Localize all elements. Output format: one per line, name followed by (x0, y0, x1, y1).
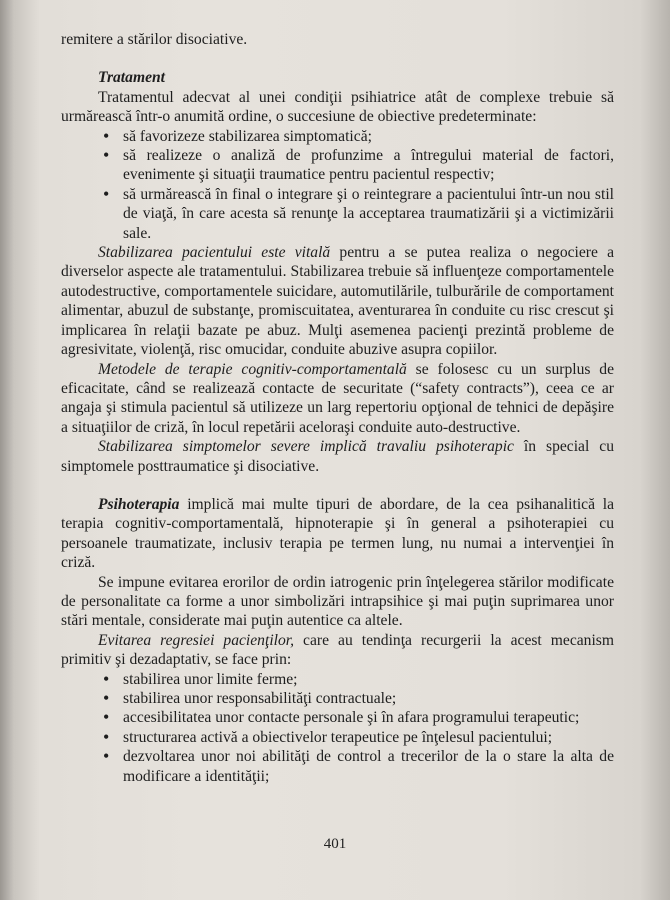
list-item: • să urmărească în final o integrare şi o reintegrare a pacientului într-un nou stil de viaţă, în care acesta să renunţe la acceptarea traumatizării şi a victimizării sale. (61, 185, 614, 243)
metode-paragraph (61, 360, 614, 438)
list-item: • stabilirea unor responsabilităţi contractuale; (61, 689, 614, 708)
simptome-emphasis: Stabilizarea simptomelor severe implică travaliu psihoterapic (98, 438, 514, 456)
list-item: • să favorizeze stabilizarea simptomatică; (61, 127, 614, 146)
list-item: • structurarea activă a obiectivelor terapeutice pe înţelesul pacientului; (61, 728, 614, 747)
list-item: • accesibilitatea unor contacte personale şi în afara programului terapeutic; (61, 708, 614, 727)
list-item: • să realizeze o analiză de profunzime a întregului material de factori, evenimente şi situaţii traumatice pentru pacientul respectiv; (61, 146, 614, 185)
psihoterapia-text: implică mai multe tipuri de abordare, de la cea psihanalitică la terapia cognitiv-comportamentală, hipnoterapie şi în general a psihoterapiei cu persoanele traumatizate, inclusiv terapia pe termen lung, nu numai a intervenţiei în criză. (61, 495, 614, 572)
paragraph-gap (61, 49, 614, 68)
stabilizare-text: pentru a se putea realiza o negociere a diverselor aspecte ale tratamentului. Stabilizarea trebuie să influenţeze comportamentele autodestructive, comportamentele suicidare, automutilările, tulburările de comportament alimentar, abuzul de substanţe, promiscuitatea, aventurarea în conduite cu risc crescut şi implicarea în relaţii bazate pe abuz. Mulţi asemenea pacienţi prezintă probleme de agresivitate, violenţă, risc omucidar, conduite abuzive asupra copiilor. (61, 244, 614, 359)
tratament-paragraph: Tratamentul adecvat al unei condiţii psihiatrice atât de complexe trebuie să urmărească într-o anumită ordine, o succesiune de obiective predeterminate: (61, 88, 614, 126)
regresie-paragraph (61, 631, 614, 670)
list-item: • stabilirea unor limite ferme; (61, 670, 614, 689)
simptome-paragraph (61, 437, 614, 476)
list-item: • dezvoltarea unor noi abilităţi de control a trecerilor de la o stare la alta de modificare a identităţii; (61, 747, 614, 786)
intro-line: remitere a stărilor disociative. (61, 31, 248, 48)
section-heading-tratament (61, 68, 614, 87)
regresie-list (61, 670, 614, 786)
heading-tratament: Tratament (98, 69, 165, 87)
page-number: 401 (323, 836, 347, 852)
metode-text: se folosesc cu un surplus de eficacitate, când se realizează contacte de securitate (“safety contracts”), ceea ce ar angaja şi stimula pacientul să utilizeze un larg repertoriu opţional de tehnici de depăşire a situaţiilor de criză, în locul repetării aceloraşi conduite auto-destructive. (61, 360, 615, 436)
page-content (61, 30, 614, 786)
heading-psihoterapia: Psihoterapia (98, 495, 180, 513)
iatrogenic-paragraph: Se impune evitarea erorilor de ordin iatrogenic prin înţelegerea stărilor modificate de personalitate ca forme a unor simbolizări intrapsihice şi mai puţin suprimarea unor stări mentale, considerate mai puţin autentice ca altele. (61, 573, 614, 630)
stabilizare-emphasis: Stabilizarea pacientului este vitală (98, 244, 331, 262)
metode-emphasis: Metodele de terapie cognitiv-comportamentală (98, 360, 407, 378)
paragraph-gap (61, 476, 614, 495)
tratament-list (61, 127, 614, 243)
stabilizare-paragraph (61, 243, 614, 359)
regresie-text: care au tendinţa recurgerii la acest mecanism primitiv şi dezadaptativ, se face prin: (61, 631, 614, 669)
regresie-emphasis: Evitarea regresiei pacienţilor, (98, 631, 295, 649)
psihoterapia-paragraph (61, 495, 614, 573)
simptome-text: în special cu simptomele posttraumatice şi disociative. (61, 438, 614, 475)
